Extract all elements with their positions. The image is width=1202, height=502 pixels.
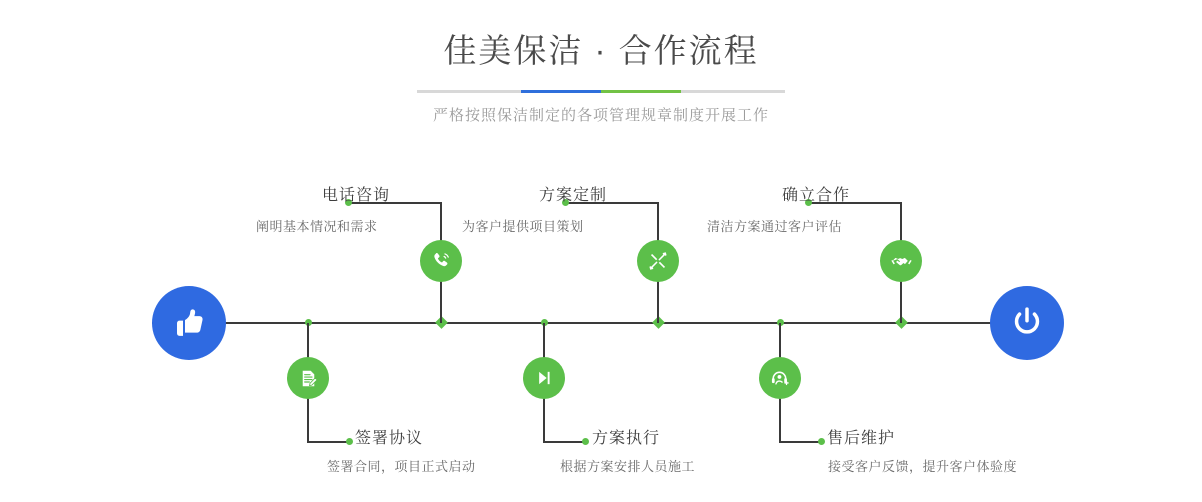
step-icon-2	[287, 357, 329, 399]
step-icon-6	[759, 357, 801, 399]
page-title: 佳美保洁 · 合作流程	[443, 32, 759, 69]
timeline-axis	[152, 322, 1052, 324]
connector-tip-step-4	[582, 438, 589, 445]
end-node-power	[990, 286, 1064, 360]
connector-tip-step-2	[346, 438, 353, 445]
power-icon	[1008, 304, 1046, 342]
start-node-thumbs-up	[152, 286, 226, 360]
page-header	[0, 28, 1202, 74]
step-icon-4	[523, 357, 565, 399]
connector-h-step-2	[307, 441, 349, 443]
title-divider	[417, 90, 785, 93]
phone-ring-icon	[430, 250, 452, 272]
connector-h-step-4	[543, 441, 585, 443]
step-title-1: 电话咨询	[322, 187, 391, 204]
step-title-5: 确立合作	[782, 187, 851, 204]
step-icon-5	[880, 240, 922, 282]
step-desc-5: 清洁方案通过客户评估	[707, 219, 843, 234]
step-title-6: 售后维护	[827, 430, 896, 447]
connector-tip-step-6	[818, 438, 825, 445]
thumbs-up-icon	[169, 303, 209, 343]
step-desc-1: 阐明基本情况和需求	[256, 219, 378, 234]
document-edit-icon	[298, 368, 319, 389]
pencil-ruler-icon	[647, 250, 669, 272]
handshake-icon	[890, 250, 913, 273]
divider-segment-green	[601, 90, 681, 93]
step-icon-3	[637, 240, 679, 282]
step-desc-4: 根据方案安排人员施工	[560, 459, 696, 474]
step-desc-3: 为客户提供项目策划	[462, 219, 584, 234]
connector-h-step-6	[779, 441, 821, 443]
step-desc-2: 签署合同，项目正式启动	[327, 459, 476, 474]
step-title-4: 方案执行	[592, 430, 661, 447]
step-title-3: 方案定制	[539, 187, 608, 204]
headset-support-icon	[769, 367, 791, 389]
play-step-icon	[534, 368, 554, 388]
process-flow-diagram	[0, 150, 1202, 502]
step-title-2: 签署协议	[355, 430, 424, 447]
divider-segment-blue	[521, 90, 601, 93]
step-desc-6: 接受客户反馈，提升客户体验度	[828, 459, 1018, 474]
step-icon-1	[420, 240, 462, 282]
page-subtitle: 严格按照保洁制定的各项管理规章制度开展工作	[432, 107, 769, 124]
